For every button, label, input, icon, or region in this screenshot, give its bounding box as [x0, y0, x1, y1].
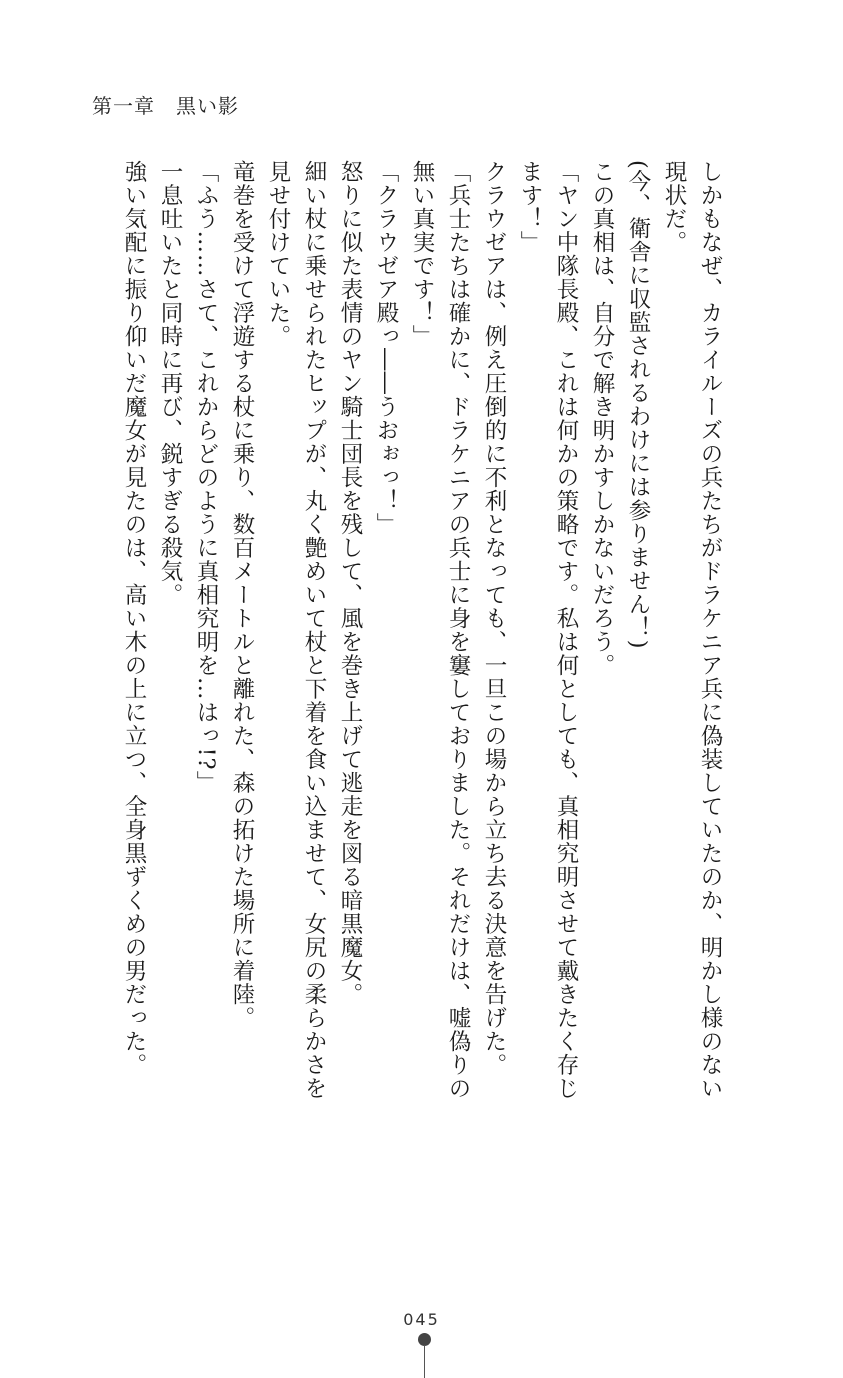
paragraph: 「ふう……さて、これからどのように真相究明を…はっ!?」	[193, 160, 219, 795]
paragraph: 「兵士たちは確かに、ドラケニアの兵士に身を窶しておりました。それだけは、嘘偽りの無い真実です！」	[409, 160, 471, 1100]
paragraph: (今、衛舎に収監されるわけには参りません！)	[625, 160, 651, 650]
paragraph: 細い杖に乗せられたヒップが、丸く艶めいて杖と下着を食い込ませて、女尻の柔らかさを見せ付けていた。	[265, 160, 327, 1100]
paragraph: 強い気配に振り仰いだ魔女が見たのは、高い木の上に立つ、全身黒ずくめの男だった。	[121, 160, 147, 1077]
page-marker-line	[424, 1345, 425, 1378]
paragraph: クラウゼアは、例え圧倒的に不利となっても、一旦この場から立ち去る決意を告げた。	[481, 160, 507, 1077]
paragraph: 一息吐いたと同時に再び、鋭すぎる殺気。	[157, 160, 183, 607]
paragraph: この真相は、自分で解き明かすしかないだろう。	[589, 160, 615, 677]
paragraph: 怒りに似た表情のヤン騎士団長を残して、風を巻き上げて逃走を図る暗黒魔女。	[337, 160, 363, 1006]
chapter-header: 第一章 黒い影	[92, 94, 239, 118]
paragraph: 「ヤン中隊長殿、これは何かの策略です。私は何としても、真相究明させて戴きたく存じます！」	[517, 160, 579, 1100]
page-number: 045	[403, 1310, 440, 1329]
paragraph: しかもなぜ、カライルーズの兵たちがドラケニア兵に偽装していたのか、明かし様のない現状だ。	[661, 160, 723, 1100]
paragraph: 竜巻を受けて浮遊する杖に乗り、数百メートルと離れた、森の拓けた場所に着陸。	[229, 160, 255, 1030]
paragraph: 「クラウゼア殿っ――うおぉっ！」	[373, 160, 399, 536]
body-text	[88, 160, 728, 1120]
